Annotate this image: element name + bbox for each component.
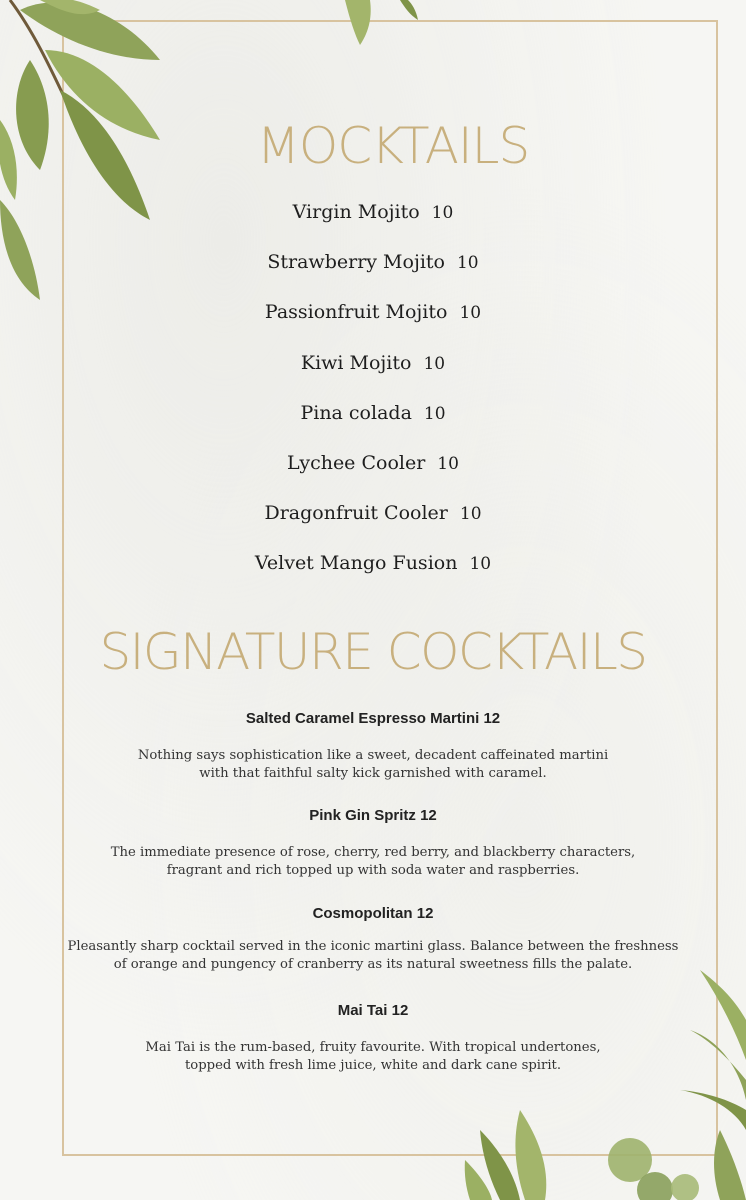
mocktail-item — [0, 497, 746, 547]
mocktail-list — [0, 196, 746, 598]
mocktail-item — [0, 447, 746, 497]
signature-cocktails-heading: SIGNATURE COCKTAILS — [99, 623, 647, 681]
mocktail-price: 10 — [423, 353, 446, 374]
description-line: topped with fresh lime juice, white and dark cane spirit. — [184, 1058, 562, 1073]
mocktail-item — [0, 296, 746, 346]
mocktail-name: Pina colada — [300, 401, 412, 424]
mocktail-name: Passionfruit Mojito — [264, 301, 448, 324]
description-line: Mai Tai is the rum-based, fruity favourite. With tropical undertones, — [145, 1040, 601, 1055]
cocktail-item — [0, 997, 746, 1075]
mocktails-heading: MOCKTAILS — [256, 117, 530, 175]
description-line: of orange and pungency of cranberry as its natural sweetness fills the palate. — [113, 957, 633, 972]
mocktail-item — [0, 547, 746, 597]
cocktail-description — [0, 747, 746, 783]
cocktail-item — [0, 705, 746, 783]
cocktail-title: Pink Gin Spritz 12 — [309, 807, 437, 824]
mocktail-name: Kiwi Mojito — [300, 351, 412, 374]
mocktail-name: Lychee Cooler — [287, 451, 426, 474]
cocktail-item — [0, 802, 746, 880]
mocktail-price: 10 — [469, 554, 492, 575]
cocktail-title: Salted Caramel Espresso Martini 12 — [245, 710, 501, 727]
description-line: Pleasantly sharp cocktail served in the iconic martini glass. Balance between the freshness — [67, 939, 679, 954]
mocktail-price: 10 — [456, 253, 479, 274]
cocktail-description — [0, 938, 746, 974]
mocktail-name: Dragonfruit Cooler — [264, 502, 448, 525]
mocktail-item — [0, 196, 746, 246]
cocktail-title: Mai Tai 12 — [337, 1002, 409, 1019]
mocktail-name: Velvet Mango Fusion — [254, 552, 458, 575]
mocktail-price: 10 — [437, 453, 459, 474]
description-line: with that faithful salty kick garnished with caramel. — [199, 766, 547, 781]
mocktail-item — [0, 397, 746, 447]
mocktail-item — [0, 347, 746, 397]
mocktail-price: 10 — [431, 203, 454, 223]
mocktail-name: Virgin Mojito — [292, 201, 420, 223]
mocktail-price: 10 — [459, 504, 482, 525]
cocktail-item — [0, 900, 746, 974]
cocktail-description — [0, 1039, 746, 1075]
mocktail-price: 10 — [459, 303, 482, 324]
mocktail-name: Strawberry Mojito — [267, 251, 445, 274]
cocktail-description — [0, 844, 746, 880]
description-line: The immediate presence of rose, cherry, red berry, and blackberry characters, — [110, 845, 636, 860]
mocktail-price: 10 — [423, 403, 446, 424]
description-line: fragrant and rich topped up with soda water and raspberries. — [166, 863, 580, 878]
mocktail-item — [0, 246, 746, 296]
cocktail-title: Cosmopolitan 12 — [312, 905, 434, 922]
description-line: Nothing says sophistication like a sweet, decadent caffeinated martini — [137, 748, 609, 763]
